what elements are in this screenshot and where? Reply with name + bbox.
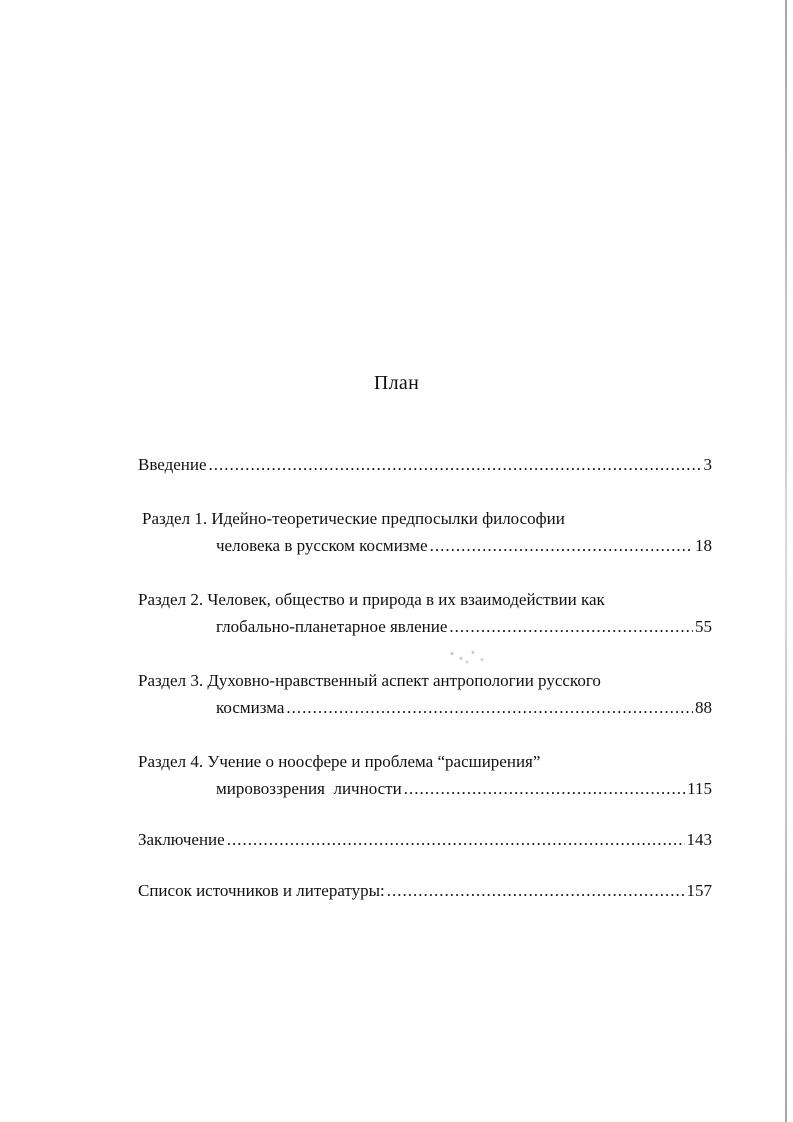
toc-entry-heading: Раздел 1. Идейно-теоретические предпосылки философии xyxy=(142,509,565,528)
dot-leader xyxy=(404,776,685,802)
toc-entry-continuation: космизма xyxy=(216,698,285,717)
toc-entry-label: Заключение xyxy=(138,830,225,849)
toc-page-number: 115 xyxy=(687,779,712,798)
toc-page-number: 55 xyxy=(695,617,712,636)
toc-entry-conclusion xyxy=(138,827,712,854)
toc-page-number: 3 xyxy=(703,455,712,474)
toc-entry-section-1 xyxy=(138,506,712,560)
dot-leader xyxy=(227,827,685,853)
page-title: План xyxy=(373,372,420,394)
toc-entry-heading: Раздел 3. Духовно-нравственный аспект антропологии русского xyxy=(138,671,601,690)
toc-entry-heading: Раздел 4. Учение о ноосфере и проблема “расширения” xyxy=(138,752,541,771)
toc-entry-continuation: человека в русском космизме xyxy=(216,536,428,555)
toc-entry-section-4 xyxy=(138,749,712,803)
toc-entry-intro xyxy=(138,452,712,479)
dot-leader xyxy=(430,533,693,559)
toc-page-number: 157 xyxy=(686,881,712,900)
toc-entry-section-2 xyxy=(138,587,712,641)
dot-leader xyxy=(209,452,702,478)
toc-page-number: 143 xyxy=(686,830,712,849)
dot-leader xyxy=(449,614,693,640)
toc-entry-section-3 xyxy=(138,668,712,722)
dot-leader xyxy=(387,878,685,904)
toc-entry-sources xyxy=(138,878,712,905)
toc-page-number: 88 xyxy=(695,698,712,717)
toc-entry-continuation: глобально-планетарное явление xyxy=(216,617,448,636)
table-of-contents xyxy=(138,452,712,905)
toc-page-number: 18 xyxy=(695,536,712,555)
toc-entry-label: Введение xyxy=(138,455,207,474)
toc-entry-label: Список источников и литературы: xyxy=(138,881,385,900)
toc-entry-continuation: мировоззрения личности xyxy=(216,779,402,798)
toc-entry-heading: Раздел 2. Человек, общество и природа в их взаимодействии как xyxy=(138,590,605,609)
scan-edge xyxy=(785,0,787,1122)
dot-leader xyxy=(286,695,693,721)
